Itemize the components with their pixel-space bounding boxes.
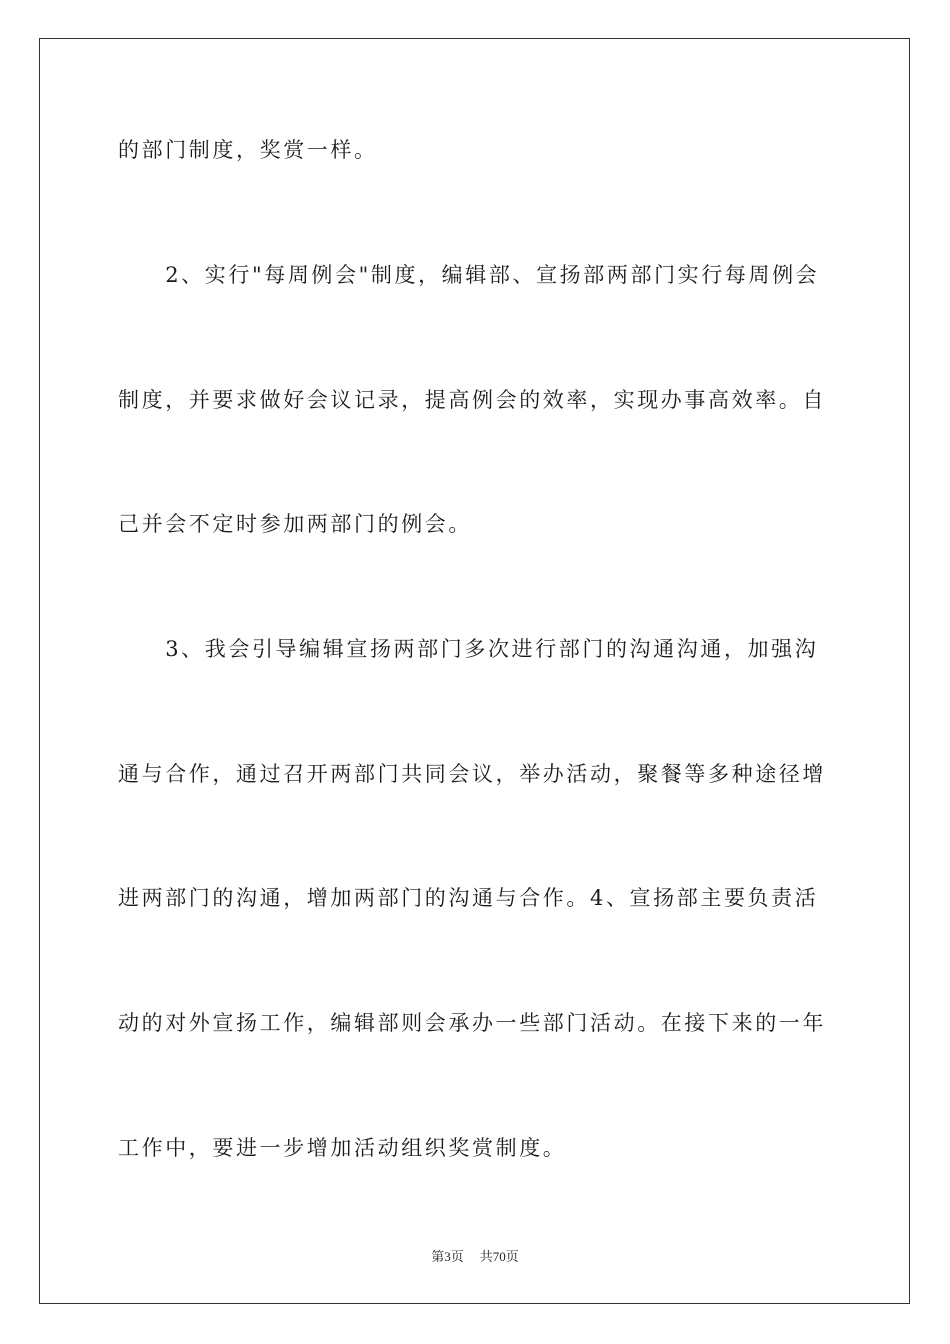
page-footer (0, 1246, 950, 1265)
paragraph-line: 通与合作，通过召开两部门共同会议，举办活动，聚餐等多种途径增 (118, 762, 826, 786)
current-page-number: 第3页 (431, 1249, 464, 1264)
paragraph-line: 3、我会引导编辑宣扬两部门多次进行部门的沟通沟通，加强沟 (118, 637, 819, 661)
paragraph-line: 制度，并要求做好会议记录，提高例会的效率，实现办事高效率。自 (118, 388, 826, 412)
paragraph-line: 的部门制度，奖赏一样。 (118, 138, 378, 162)
paragraph-line: 工作中，要进一步增加活动组织奖赏制度。 (118, 1136, 567, 1160)
paragraph-line: 己并会不定时参加两部门的例会。 (118, 512, 472, 536)
paragraph-line: 2、实行"每周例会"制度，编辑部、宣扬部两部门实行每周例会 (118, 263, 820, 287)
paragraph-line: 动的对外宣扬工作，编辑部则会承办一些部门活动。在接下来的一年 (118, 1011, 826, 1035)
page-border (39, 38, 910, 1304)
total-page-count: 共70页 (479, 1249, 519, 1264)
paragraph-line: 进两部门的沟通，增加两部门的沟通与合作。4、宣扬部主要负责活 (118, 886, 819, 910)
